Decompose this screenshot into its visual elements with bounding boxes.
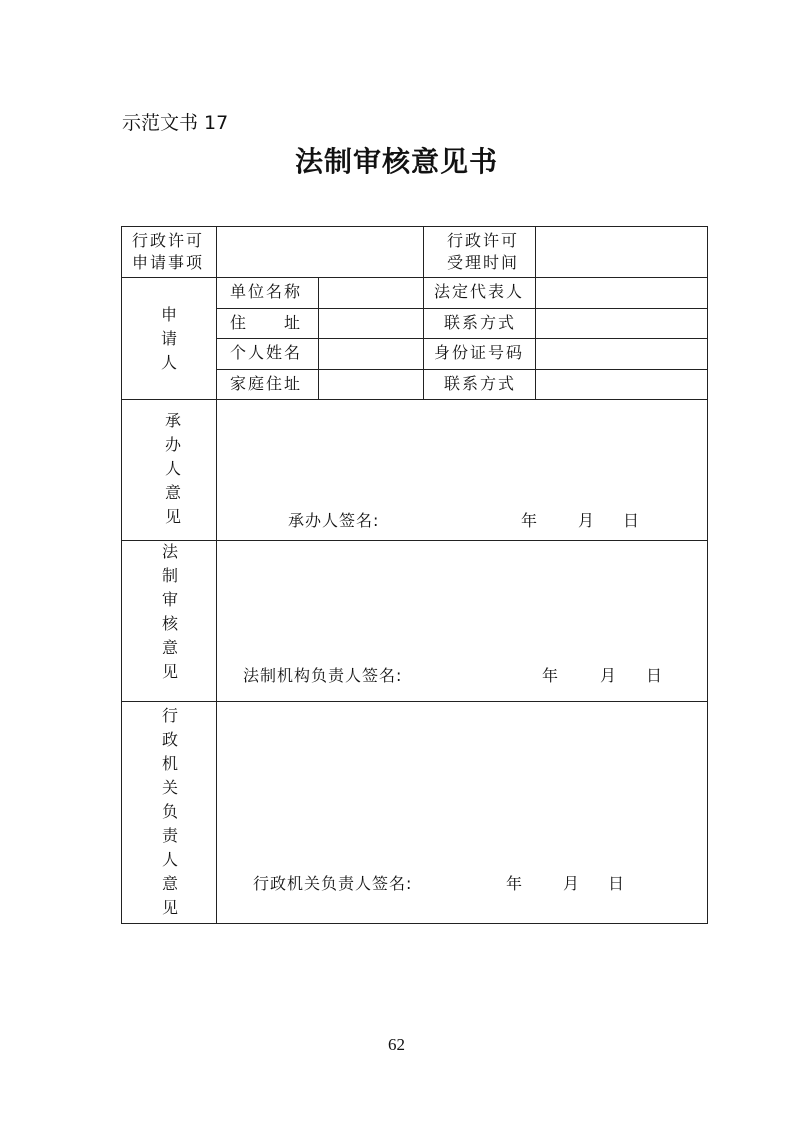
id-number-label: 身份证号码 (434, 343, 525, 362)
vertical-label-char: 审 (161, 590, 178, 609)
agency-date-day: 日 (608, 874, 626, 893)
vertical-label-char: 意 (161, 874, 178, 893)
legal-rep-label: 法定代表人 (434, 282, 525, 301)
row-divider (122, 540, 707, 541)
row-divider (217, 338, 707, 339)
handler-date-year: 年 (521, 511, 539, 530)
accept-time-label: 行政许可 受理时间 (447, 231, 520, 272)
handler-opinion-label (163, 409, 183, 529)
vertical-label-char: 人 (160, 353, 177, 372)
vertical-label-char: 办 (164, 435, 181, 454)
page-number: 62 (388, 1035, 405, 1054)
person-name-label: 个人姓名 (230, 343, 303, 362)
vertical-label-char: 请 (160, 329, 177, 348)
vertical-label-char: 见 (161, 662, 178, 681)
address-label: 住 址 (230, 313, 303, 332)
vertical-label-char: 法 (161, 542, 178, 561)
agency-head-opinion-label (160, 704, 180, 920)
applicant-label (159, 303, 179, 375)
handler-signature-label: 承办人签名: (288, 511, 380, 530)
vertical-label-char: 责 (161, 826, 178, 845)
row-divider (217, 308, 707, 309)
column-divider (318, 277, 319, 399)
legal-review-opinion-label (160, 540, 180, 684)
vertical-label-char: 意 (161, 638, 178, 657)
column-divider (216, 227, 217, 923)
vertical-label-char: 承 (164, 411, 181, 430)
document-title: 法制审核意见书 (294, 145, 498, 178)
vertical-label-char: 意 (164, 483, 181, 502)
vertical-label-char: 人 (161, 850, 178, 869)
vertical-label-char: 负 (161, 802, 178, 821)
vertical-label-char: 申 (160, 305, 177, 324)
review-form-table (121, 226, 708, 924)
vertical-label-char: 制 (161, 566, 178, 585)
column-divider (423, 227, 424, 277)
legal-date-day: 日 (646, 666, 664, 685)
contact-label: 联系方式 (444, 313, 517, 332)
agency-signature-label: 行政机关负责人签名: (253, 874, 413, 893)
vertical-label-char: 核 (161, 614, 178, 633)
row-divider (122, 277, 707, 278)
row-divider (217, 369, 707, 370)
column-divider (535, 227, 536, 399)
legal-date-month: 月 (600, 666, 618, 685)
handler-date-month: 月 (578, 511, 596, 530)
agency-date-month: 月 (563, 874, 581, 893)
vertical-label-char: 人 (164, 459, 181, 478)
row-divider (122, 701, 707, 702)
agency-date-year: 年 (506, 874, 524, 893)
vertical-label-char: 机 (161, 754, 178, 773)
contact-label-2: 联系方式 (444, 374, 517, 393)
column-divider (423, 277, 424, 399)
handler-date-day: 日 (623, 511, 641, 530)
vertical-label-char: 关 (161, 778, 178, 797)
vertical-label-char: 见 (161, 898, 178, 917)
document-label: 示范文书 17 (122, 112, 229, 134)
legal-signature-label: 法制机构负责人签名: (243, 666, 403, 685)
unit-name-label: 单位名称 (230, 282, 303, 301)
vertical-label-char: 政 (161, 730, 178, 749)
home-address-label: 家庭住址 (230, 374, 303, 393)
legal-date-year: 年 (542, 666, 560, 685)
permit-item-label: 行政许可 申请事项 (132, 231, 205, 272)
vertical-label-char: 行 (161, 706, 178, 725)
row-divider (122, 399, 707, 400)
vertical-label-char: 见 (164, 507, 181, 526)
